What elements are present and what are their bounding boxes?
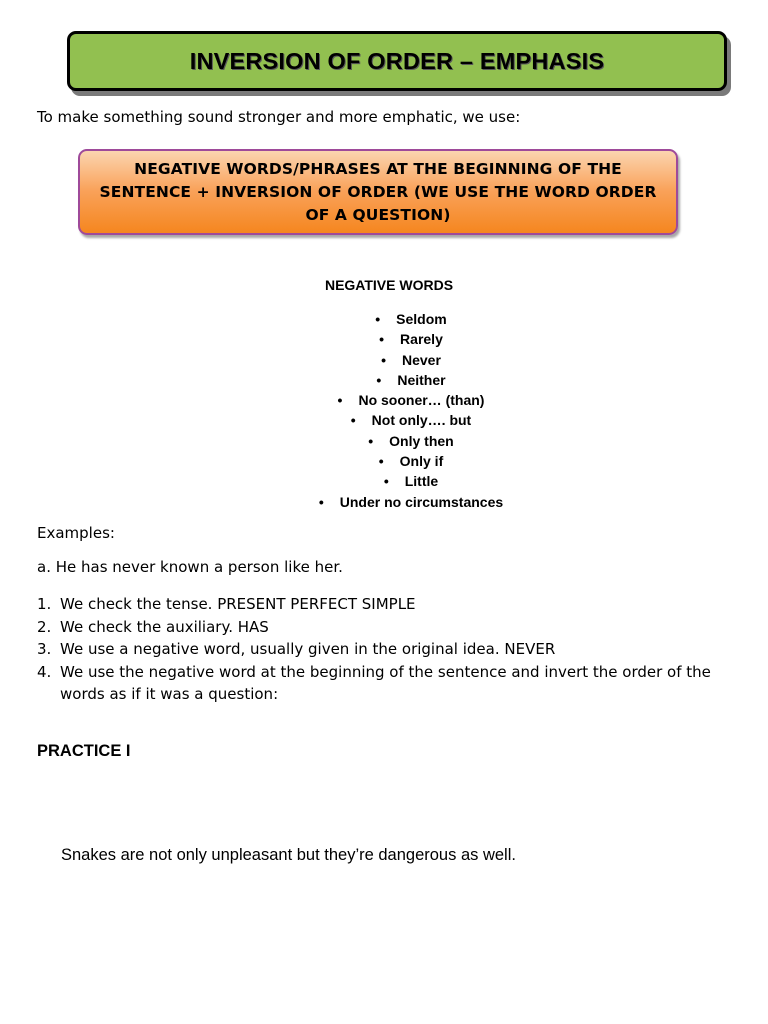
bullet-icon: • (350, 412, 356, 429)
practice-heading: PRACTICE I (37, 742, 131, 760)
negative-word: Never (401, 351, 441, 368)
negative-word: Not only…. but (371, 412, 472, 429)
title-banner (67, 31, 727, 91)
bullet-icon: • (378, 453, 384, 470)
list-item (0, 309, 768, 329)
negative-words-list (0, 309, 768, 512)
bullet-icon: • (379, 331, 385, 348)
list-item (37, 661, 717, 706)
bullet-icon: • (368, 432, 374, 449)
list-item (37, 638, 717, 661)
negative-word: Neither (397, 371, 446, 388)
rule-text: NEGATIVE WORDS/PHRASES AT THE BEGINNING OF THE SENTENCE + INVERSION OF ORDER (WE USE THE WORD ORDER OF A QUESTION) (99, 159, 657, 224)
practice-sentence: Snakes are not only unpleasant but they’re dangerous as well. (61, 846, 516, 864)
negative-word: Only if (399, 453, 444, 470)
negative-word: Only then (389, 432, 454, 449)
example-sentence: a. He has never known a person like her. (37, 558, 343, 576)
negative-word: Seldom (396, 311, 447, 327)
negative-word: Under no circumstances (339, 493, 504, 510)
list-item (0, 350, 768, 370)
intro-text: To make something sound stronger and more emphatic, we use: (37, 108, 521, 126)
list-item (0, 329, 768, 349)
negative-word: No sooner… (than) (358, 392, 485, 409)
step-number: 2. (37, 617, 52, 636)
list-item (37, 593, 717, 616)
step-number: 3. (37, 640, 52, 658)
list-item (0, 471, 768, 491)
negative-word: Little (404, 473, 439, 490)
bullet-icon: • (376, 371, 382, 388)
page-title: INVERSION OF ORDER – EMPHASIS (189, 47, 605, 74)
list-item (0, 410, 768, 430)
bullet-icon: • (337, 392, 343, 409)
steps-list (37, 593, 717, 706)
list-item (0, 390, 768, 410)
bullet-icon: • (375, 311, 381, 327)
examples-label: Examples: (37, 524, 115, 542)
step-text: We use a negative word, usually given in the original idea. NEVER (60, 640, 556, 658)
step-number: 1. (37, 595, 52, 613)
bullet-icon: • (383, 473, 389, 490)
step-text: We check the auxiliary. HAS (60, 617, 269, 636)
negative-words-heading: NEGATIVE WORDS (324, 277, 454, 293)
list-item (0, 451, 768, 471)
rule-box (78, 149, 678, 235)
bullet-icon: • (381, 351, 386, 368)
step-number: 4. (37, 662, 52, 681)
negative-word: Rarely (400, 331, 443, 348)
step-text: We check the tense. PRESENT PERFECT SIMPLE (60, 595, 416, 613)
step-text: We use the negative word at the beginning of the sentence and invert the order of the words as if it was a question: (60, 662, 711, 703)
list-item (37, 616, 717, 639)
list-item (0, 370, 768, 390)
list-item (0, 492, 768, 512)
bullet-icon: • (318, 493, 324, 510)
list-item (0, 431, 768, 451)
